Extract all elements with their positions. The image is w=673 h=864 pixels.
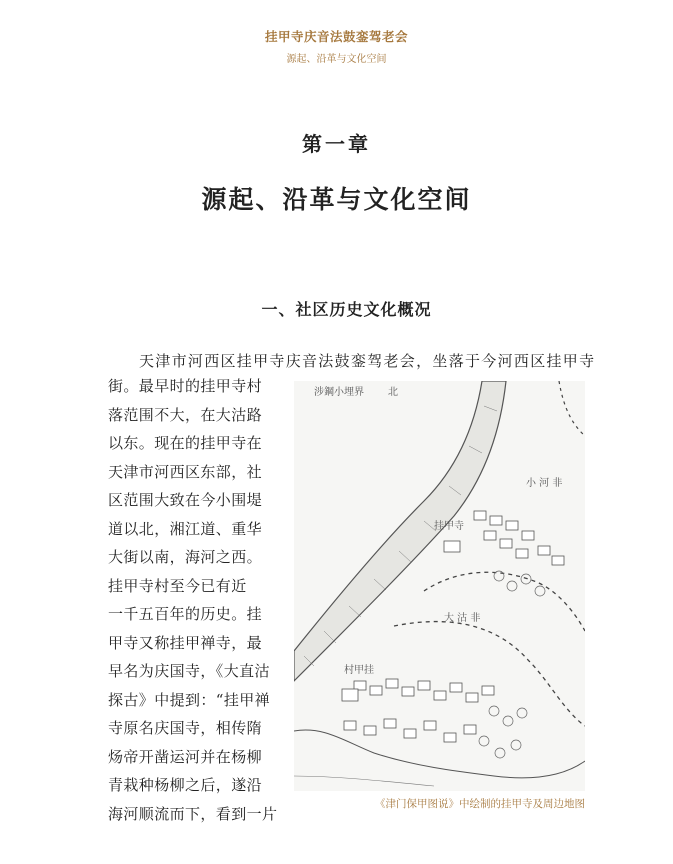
map-label: 大 沽 非 — [444, 613, 481, 624]
text-line: 大街以南，海河之西。 — [108, 548, 263, 566]
text-line: 以东。现在的挂甲寺在 — [108, 434, 263, 452]
paragraph-first-line: 天津市河西区挂甲寺庆音法鼓銮驾老会，坐落于今河西区挂甲寺 — [139, 352, 596, 370]
text-line: 区范围大致在今小围堤 — [108, 491, 263, 509]
text-line: 寺原名庆国寺，相传隋 — [108, 719, 263, 737]
text-line: 海河顺流而下，看到一片 — [108, 804, 278, 823]
map-label: 涉鋼小埋界 — [314, 387, 364, 398]
running-header-chapter: 源起、沿革与文化空间 — [286, 54, 387, 65]
chapter-number: 第一章 — [302, 132, 371, 156]
text-line: 甲寺又称挂甲禅寺，最 — [108, 633, 263, 652]
text-column — [108, 378, 278, 834]
figure-caption: 《津门保甲图说》中绘制的挂甲寺及周边地图 — [375, 798, 585, 810]
text-line: 天津市河西区东部，社 — [108, 462, 263, 481]
running-header-book-title: 挂甲寺庆音法鼓銮驾老会 — [264, 29, 408, 44]
map-label: 村甲挂 — [344, 665, 374, 676]
text-line: 早名为庆国寺，《大直沽 — [108, 662, 270, 680]
text-line: 探古》中提到：“挂甲禅 — [108, 690, 271, 709]
map-label: 北 — [388, 387, 398, 398]
map-label: 小 河 非 — [526, 478, 563, 489]
section-heading: 一、社区历史文化概况 — [261, 300, 432, 319]
text-line: 青栽种杨柳之后，遂沿 — [108, 776, 263, 794]
text-line: 街。最早时的挂甲寺村 — [108, 377, 263, 395]
text-line: 道以北，湘江道、重华 — [108, 519, 263, 538]
map-label: 挂甲寺 — [434, 521, 464, 532]
historical-map-illustration — [294, 381, 585, 791]
text-line: 炀帝开凿运河并在杨柳 — [108, 747, 263, 766]
chapter-title: 源起、沿革与文化空间 — [201, 185, 472, 214]
text-line: 挂甲寺村至今已有近 — [108, 576, 247, 595]
text-line: 落范围不大，在大沽路 — [108, 405, 263, 424]
text-line: 一千五百年的历史。挂 — [108, 605, 263, 623]
